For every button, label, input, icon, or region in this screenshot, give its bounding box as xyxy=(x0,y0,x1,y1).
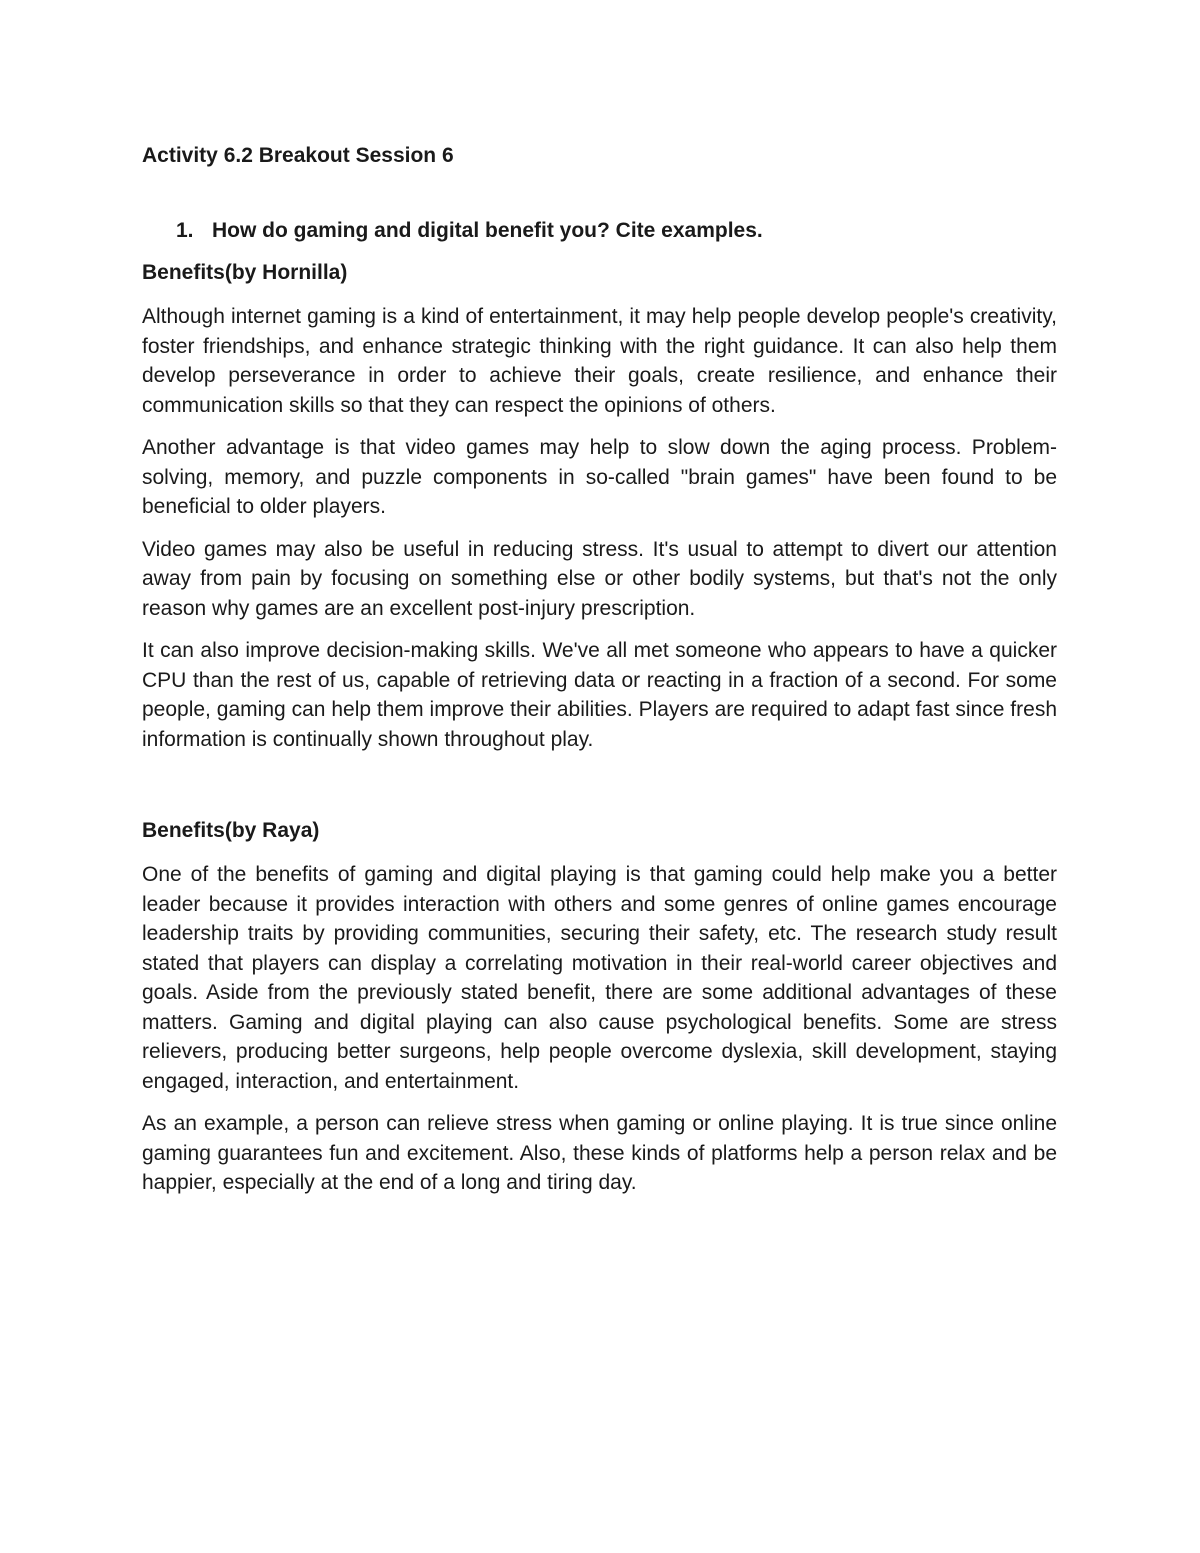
paragraph: Although internet gaming is a kind of entertainment, it may help people develop people's creativity, foster friendships, and enhance strategic thinking with the right guidance. It can also help them develop perseverance in order to achieve their goals, create resilience, and enhance their communication skills so that they can respect the opinions of others. xyxy=(142,305,1057,417)
paragraph: It can also improve decision-making skills. We've all met someone who appears to have a quicker CPU than the rest of us, capable of retrieving data or reacting in a fraction of a second. For some people, gaming can help them improve their abilities. Players are required to adapt fast since fresh information is continually shown throughout play. xyxy=(142,639,1057,751)
document-content xyxy=(142,140,1057,1198)
paragraph: One of the benefits of gaming and digital playing is that gaming could help make you a better leader because it provides interaction with others and some genres of online games encourage leadership traits by providing communities, securing their safety, etc. The research study result stated that players can display a correlating motivation in their real-world career objectives and goals. Aside from the previously stated benefit, there are some additional advantages of these matters. Gaming and digital playing can also cause psychological benefits. Some are stress relievers, producing better surgeons, help people overcome dyslexia, skill development, staying engaged, interaction, and entertainment. xyxy=(142,863,1057,1093)
section-heading-raya: Benefits(by Raya) xyxy=(142,819,320,842)
document-title: Activity 6.2 Breakout Session 6 xyxy=(142,144,454,167)
question-text: How do gaming and digital benefit you? Cite examples. xyxy=(212,219,763,242)
paragraph: Video games may also be useful in reducing stress. It's usual to attempt to divert our attention away from pain by focusing on something else or other bodily systems, but that's not the only reason why games are an excellent post-injury prescription. xyxy=(142,537,1057,620)
paragraph: Another advantage is that video games may help to slow down the aging process. Problem-solving, memory, and puzzle components in so-called "brain games" have been found to be beneficial to older players. xyxy=(142,436,1057,518)
question-item xyxy=(142,215,1057,247)
question-number: 1. xyxy=(176,219,194,242)
section-heading-hornilla: Benefits(by Hornilla) xyxy=(142,261,348,284)
paragraph: As an example, a person can relieve stress when gaming or online playing. It is true since online gaming guarantees fun and excitement. Also, these kinds of platforms help a person relax and be happier, especially at the end of a long and tiring day. xyxy=(142,1112,1057,1194)
